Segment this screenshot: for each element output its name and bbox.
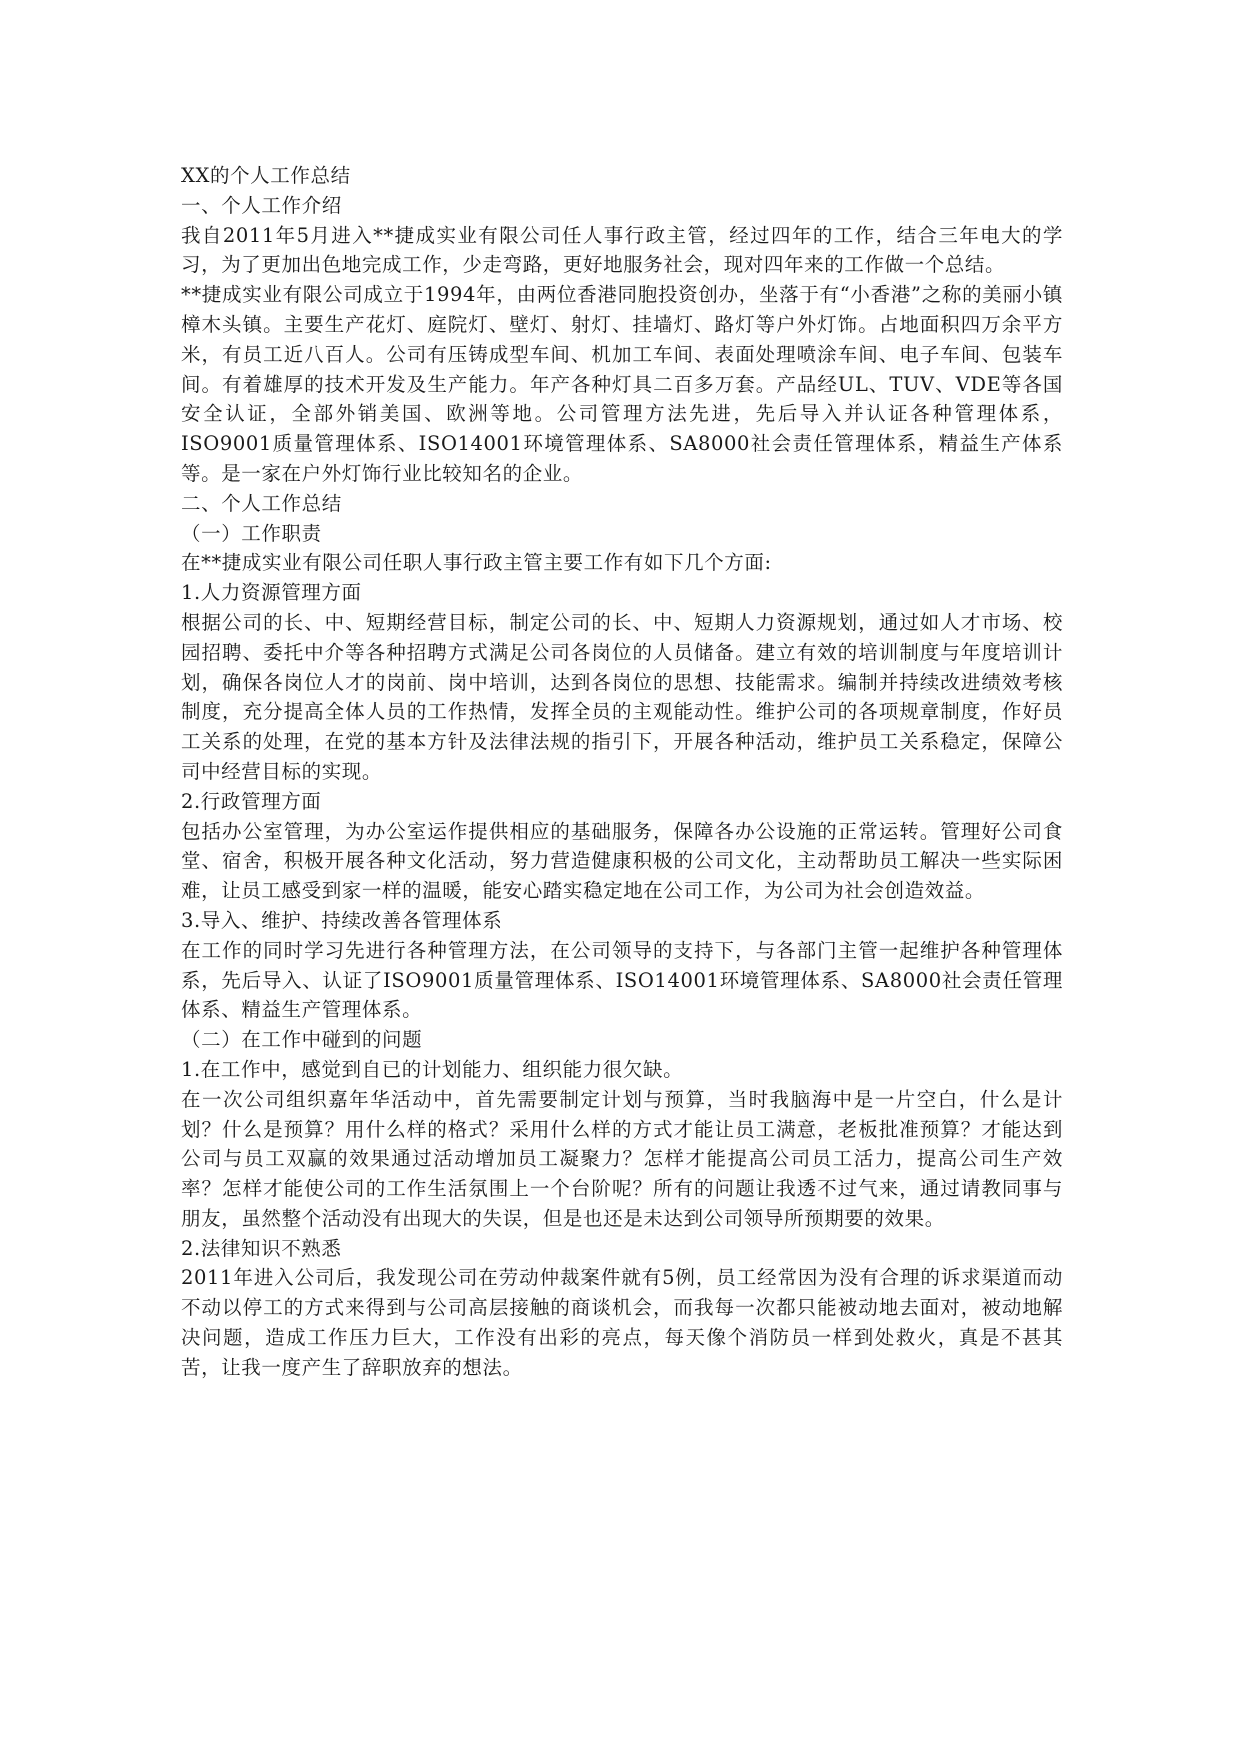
paragraph-admin-management: 包括办公室管理，为办公室运作提供相应的基础服务，保障各办公设施的正常运转。管理好公司食堂、宿舍，积极开展各种文化活动，努力营造健康积极的公司文化，主动帮助员工解决一些实际困难，让员工感受到家一样的温暖，能安心踏实稳定地在公司工作，为公司为社会创造效益。: [181, 819, 1063, 903]
item-management-systems: 3.导入、维护、持续改善各管理体系: [181, 908, 503, 932]
paragraph-intro: 我自2011年5月进入**捷成实业有限公司任人事行政主管，经过四年的工作，结合三年电大的学习，为了更加出色地完成工作，少走弯路，更好地服务社会，现对四年来的工作做一个总结。: [181, 223, 1063, 277]
subheading-problems: （二）在工作中碰到的问题: [181, 1028, 423, 1052]
item-hr-management: 1.人力资源管理方面: [181, 581, 362, 605]
item-admin-management: 2.行政管理方面: [181, 789, 322, 813]
heading-personal-intro: 一、个人工作介绍: [181, 193, 342, 217]
item-planning-ability: 1.在工作中，感觉到自已的计划能力、组织能力很欠缺。: [181, 1057, 684, 1081]
paragraph-planning-ability: 在一次公司组织嘉年华活动中，首先需要制定计划与预算，当时我脑海中是一片空白，什么是计划？什么是预算？用什么样的格式？采用什么样的方式才能让员工满意，老板批准预算？才能达到公司与员工双赢的效果通过活动增加员工凝聚力？怎样才能提高公司员工活力，提高公司生产效率？怎样才能使公司的工作生活氛围上一个台阶呢？所有的问题让我透不过气来，通过请教同事与朋友，虽然整个活动没有出现大的失误，但是也还是未达到公司领导所预期要的效果。: [181, 1087, 1063, 1230]
document-title: XX的个人工作总结: [181, 164, 351, 187]
document-body: [181, 161, 1063, 1383]
item-legal-knowledge: 2.法律知识不熟悉: [181, 1236, 342, 1260]
paragraph-company: **捷成实业有限公司成立于1994年，由两位香港同胞投资创办，坐落于有“小香港”之称的美丽小镇樟木头镇。主要生产花灯、庭院灯、壁灯、射灯、挂墙灯、路灯等户外灯饰。占地面积四万余平方米，有员工近八百人。公司有压铸成型车间、机加工车间、表面处理喷涂车间、电子车间、包装车间。有着雄厚的技术开发及生产能力。年产各种灯具二百多万套。产品经UL、TUV、VDE等各国安全认证，全部外销美国、欧洲等地。公司管理方法先进，先后导入并认证各种管理体系，ISO9001质量管理体系、ISO14001环境管理体系、SA8000社会责任管理体系，精益生产体系等。是一家在户外灯饰行业比较知名的企业。: [181, 283, 1063, 485]
paragraph-hr-management: 根据公司的长、中、短期经营目标，制定公司的长、中、短期人力资源规划，通过如人才市场、校园招聘、委托中介等各种招聘方式满足公司各岗位的人员储备。建立有效的培训制度与年度培训计划，确保各岗位人才的岗前、岗中培训，达到各岗位的思想、技能需求。编制并持续改进绩效考核制度，充分提高全体人员的工作热情，发挥全员的主观能动性。维护公司的各项规章制度，作好员工关系的处理，在党的基本方针及法律法规的指引下，开展各种活动，维护员工关系稳定，保障公司中经营目标的实现。: [181, 610, 1063, 783]
heading-personal-summary: 二、个人工作总结: [181, 491, 342, 515]
paragraph-duties-intro: 在**捷成实业有限公司任职人事行政主管主要工作有如下几个方面:: [181, 551, 772, 575]
subheading-duties: （一）工作职责: [181, 521, 322, 545]
paragraph-legal-knowledge: 2011年进入公司后，我发现公司在劳动仲裁案件就有5例，员工经常因为没有合理的诉求渠道而动不动以停工的方式来得到与公司高层接触的商谈机会，而我每一次都只能被动地去面对，被动地解决问题，造成工作压力巨大，工作没有出彩的亮点，每天像个消防员一样到处救火，真是不甚其苦，让我一度产生了辞职放弃的想法。: [181, 1266, 1063, 1379]
paragraph-management-systems: 在工作的同时学习先进行各种管理方法，在公司领导的支持下，与各部门主管一起维护各种管理体系，先后导入、认证了ISO9001质量管理体系、ISO14001环境管理体系、SA8000社会责任管理体系、精益生产管理体系。: [181, 938, 1063, 1022]
